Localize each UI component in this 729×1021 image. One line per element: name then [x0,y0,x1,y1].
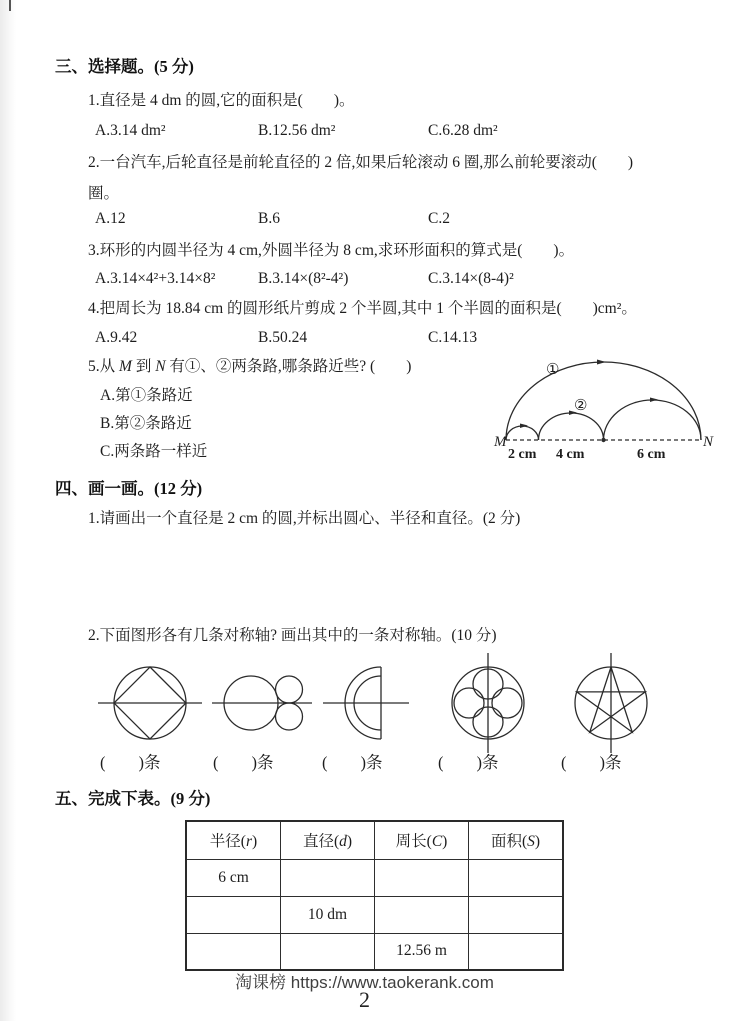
cell-blank [375,859,469,896]
q5-option-c: C.两条路一样近 [100,443,208,460]
question-5 [88,357,411,376]
axes-count-blank-5: ( )条 [561,753,622,772]
axes-count-blank-3: ( )条 [322,753,383,772]
symmetry-figure-circle-square [95,648,205,758]
q2-option-b: B.6 [258,210,280,227]
cell-diameter-given: 10 dm [281,896,375,933]
scan-edge-shadow [0,0,16,1021]
q1-option-b: B.12.56 dm² [258,122,336,139]
table-row [186,933,563,970]
table-row [186,859,563,896]
table-row [186,896,563,933]
q3-option-a: A.3.14×4²+3.14×8² [95,270,216,287]
section3-heading: 三、选择题。(5 分) [55,57,194,76]
page-number: 2 [359,987,370,1012]
scan-mark [9,0,11,11]
cell-blank [281,933,375,970]
q3-option-c: C.3.14×(8-4)² [428,270,514,287]
point-n-label: N [703,434,714,450]
question-1: 1.直径是 4 dm 的圆,它的面积是( )。 [88,92,355,109]
routes-diagram [494,350,716,468]
section4-question-1: 1.请画出一个直径是 2 cm 的圆,并标出圆心、半径和直径。(2 分) [88,510,521,527]
cell-blank [281,859,375,896]
route1-label: ① [546,362,560,378]
axes-count-blank-2: ( )条 [213,753,274,772]
route2-label: ② [574,398,588,414]
q4-option-b: B.50.24 [258,329,308,346]
question-3: 3.环形的内圆半径为 4 cm,外圆半径为 8 cm,求环形面积的算式是( )。 [88,242,575,259]
route2-arc-6cm [604,400,702,440]
cell-blank [469,896,564,933]
route1-arc [506,362,701,440]
axes-count-blank-1: ( )条 [100,753,161,772]
table-header-row [186,821,563,859]
question-2-line2: 圈。 [88,185,120,202]
symmetry-figure-three-circles [207,648,317,758]
section5-heading: 五、完成下表。(9 分) [55,789,211,808]
arc6cm-arrow [650,398,658,403]
cell-radius-given: 6 cm [186,859,281,896]
question-2-line1: 2.一台汽车,后轮直径是前轮直径的 2 倍,如果后轮滚动 6 圈,那么前轮要滚动( ) [88,154,634,171]
header-diameter: 直径(d) [281,821,375,859]
cell-blank [186,896,281,933]
section4-question-2: 2.下面图形各有几条对称轴? 画出其中的一条对称轴。(10 分) [88,627,497,644]
q4-option-a: A.9.42 [95,329,138,346]
cell-blank [375,896,469,933]
site-watermark: 淘课榜 https://www.taokerank.com [235,973,494,992]
q4-option-c: C.14.13 [428,329,478,346]
q5-option-a: A.第①条路近 [100,387,193,404]
q1-option-c: C.6.28 dm² [428,122,498,139]
drawing-area [88,532,648,620]
q5-text-part2: 到 [131,358,156,375]
symmetry-figure-half-ring [316,648,426,758]
q1-option-a: A.3.14 dm² [95,122,166,139]
header-radius: 半径(r) [186,821,281,859]
cell-blank [469,933,564,970]
q5-point-n: N [155,358,166,375]
section4-heading: 四、画一画。(12 分) [55,479,203,498]
dim-2cm: 2 cm [508,447,537,462]
cell-blank [469,859,564,896]
q3-option-b: B.3.14×(8²-4²) [258,270,349,287]
header-area: 面积(S) [469,821,564,859]
cell-blank [186,933,281,970]
q2-option-c: C.2 [428,210,450,227]
cell-circumference-given: 12.56 m [375,933,469,970]
symmetry-figure-star-circle [556,648,666,758]
dim-4cm: 4 cm [556,447,585,462]
route1-arrow [597,360,606,365]
question-4: 4.把周长为 18.84 cm 的圆形纸片剪成 2 个半圆,其中 1 个半圆的面积是( )cm²。 [88,300,637,317]
symmetry-figure-clover-circle [433,648,543,758]
q5-text-part3: 有①、②两条路,哪条路近些? ( ) [165,358,412,375]
route2-arc-4cm [539,413,604,440]
q5-option-b: B.第②条路近 [100,415,192,432]
arc2cm-arrow [520,424,528,429]
dim-6cm: 6 cm [637,447,666,462]
q5-text-part1: 5.从 [88,358,120,375]
axes-count-blank-4: ( )条 [438,753,499,772]
point-m-label: M [494,434,507,450]
circle-values-table [185,820,564,971]
header-circumference: 周长(C) [375,821,469,859]
route2-arc-2cm [506,426,539,440]
q5-point-m: M [119,358,132,375]
junction-dot [601,438,605,442]
q2-option-a: A.12 [95,210,126,227]
